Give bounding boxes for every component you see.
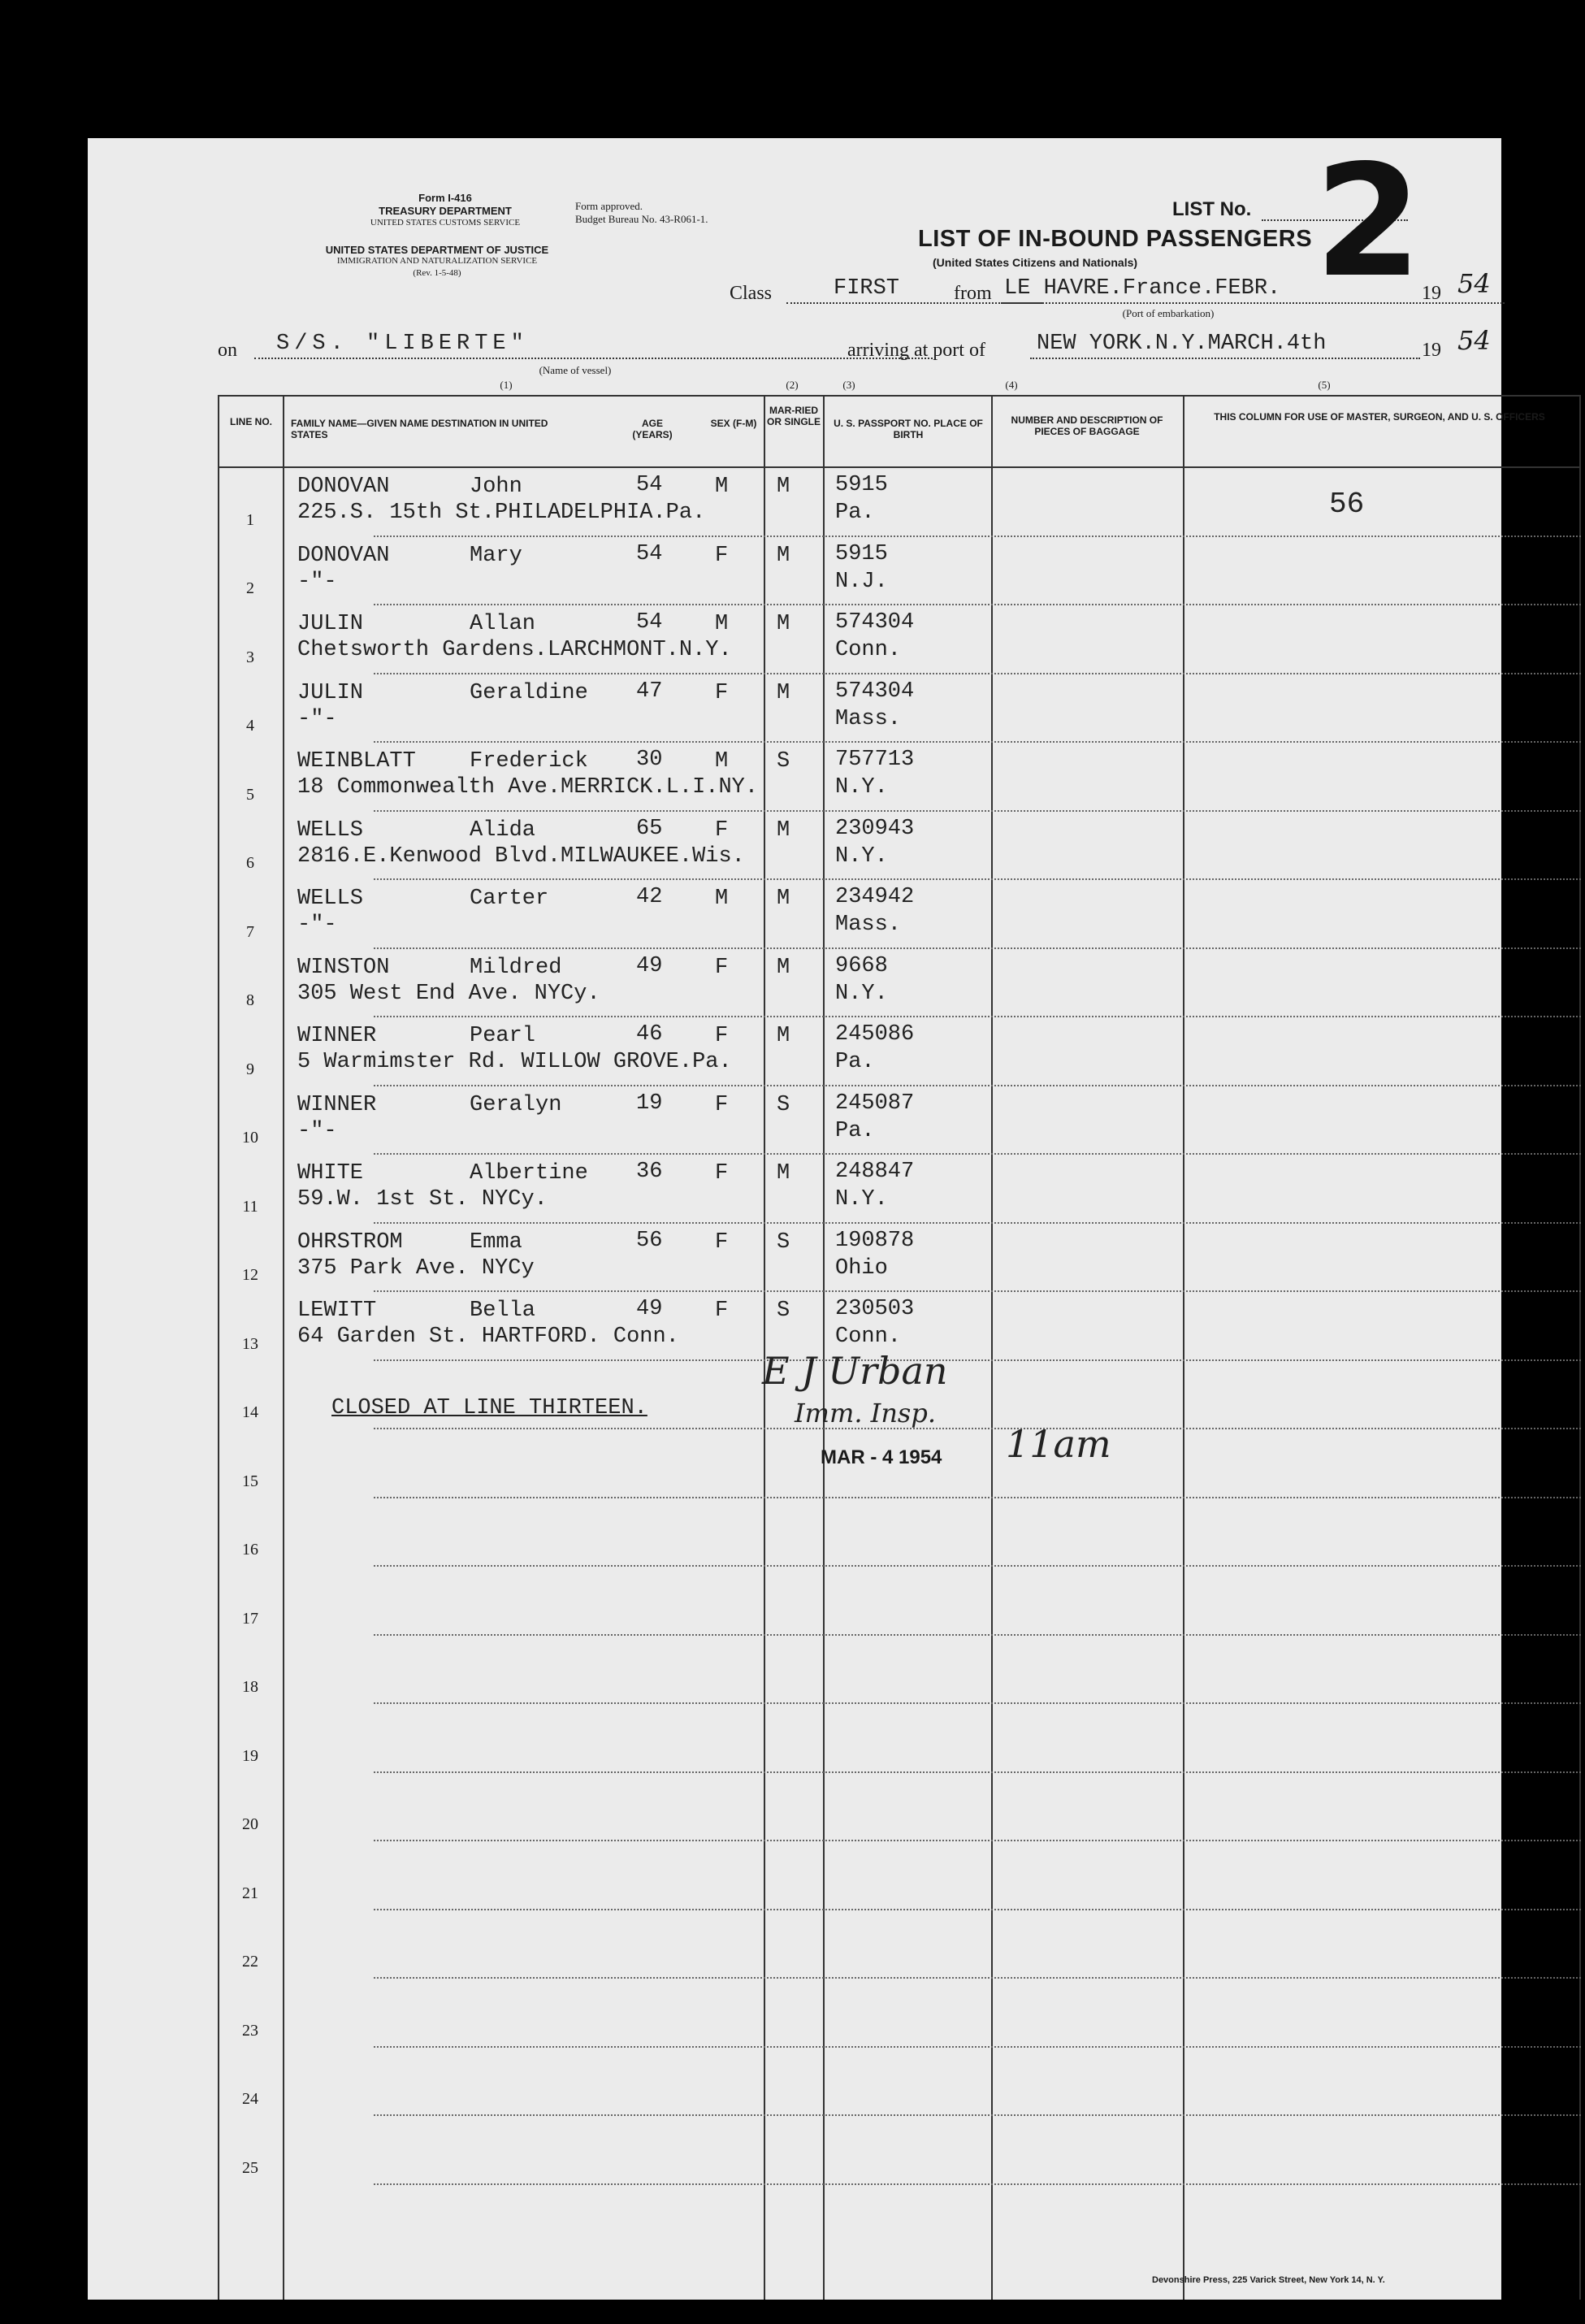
- line-number: 3: [246, 648, 254, 666]
- passport-number: 248847: [835, 1160, 915, 1184]
- vessel-caption: (Name of vessel): [539, 364, 612, 376]
- date-stamp: MAR - 4 1954: [821, 1446, 942, 1468]
- line-number: 2: [246, 579, 254, 597]
- given-name: Pearl: [470, 1024, 536, 1048]
- year-1: 54: [1457, 268, 1491, 299]
- line-number: 21: [242, 1884, 258, 1902]
- family-name: WINNER: [297, 1024, 377, 1048]
- form-title: LIST OF IN-BOUND PASSENGERS: [918, 226, 1313, 252]
- line-number: 14: [242, 1403, 258, 1421]
- row-rule: [374, 535, 1581, 537]
- destination: 64 Garden St. HARTFORD. Conn.: [297, 1325, 679, 1349]
- given-name: Geralyn: [470, 1092, 562, 1117]
- family-name: LEWITT: [297, 1299, 377, 1323]
- sex: F: [715, 543, 729, 568]
- row-rule: [374, 2114, 1581, 2116]
- list-number: 2: [1314, 132, 1423, 311]
- line-number: 15: [242, 1472, 258, 1490]
- age: 30: [636, 748, 663, 772]
- row-rule: [374, 2046, 1581, 2048]
- vessel-line: [254, 358, 933, 359]
- passport-number: 230943: [835, 816, 915, 841]
- destination: -"-: [297, 1118, 337, 1143]
- passport-number: 574304: [835, 610, 915, 635]
- header-line-no: LINE NO.: [229, 416, 272, 427]
- line-number: 1: [246, 510, 254, 529]
- age: 65: [636, 816, 663, 841]
- sex: M: [715, 887, 729, 911]
- printer-credit: Devonshire Press, 225 Varick Street, New York 14, N. Y.: [1152, 2275, 1385, 2285]
- given-name: Geraldine: [470, 680, 588, 705]
- manifest-page: [88, 132, 1545, 2300]
- list-no-label: LIST No.: [1172, 198, 1252, 220]
- age: 54: [636, 610, 663, 635]
- sex: F: [715, 1161, 729, 1186]
- passport-number: 245087: [835, 1090, 915, 1116]
- marital-status: M: [777, 1024, 790, 1048]
- row-rule: [374, 1153, 1581, 1155]
- destination: -"-: [297, 706, 337, 731]
- marital-status: M: [777, 1161, 790, 1186]
- col-divider-age-start: [764, 395, 765, 2300]
- row-rule: [374, 1634, 1581, 1636]
- time-note: 11am: [1006, 1422, 1111, 1466]
- line-number: 12: [242, 1266, 258, 1284]
- sex: F: [715, 680, 729, 705]
- port-of-embarkation: LE HAVRE.France.FEBR.: [1004, 276, 1281, 301]
- marital-status: M: [777, 680, 790, 705]
- family-name: OHRSTROM: [297, 1229, 403, 1255]
- col-num-1: (1): [500, 379, 513, 391]
- age: 42: [636, 885, 663, 909]
- line-number: 8: [246, 991, 254, 1009]
- table-right-border: [1579, 395, 1581, 2300]
- line-number: 5: [246, 785, 254, 804]
- destination: -"-: [297, 913, 337, 937]
- destination: 2816.E.Kenwood Blvd.MILWAUKEE.Wis.: [297, 843, 745, 869]
- line-number: 18: [242, 1678, 258, 1696]
- col-num-5: (5): [1318, 379, 1331, 391]
- sex: F: [715, 1299, 729, 1323]
- class-label: Class: [730, 283, 773, 304]
- sex: M: [715, 749, 729, 774]
- family-name: WELLS: [297, 817, 364, 843]
- destination: 305 West End Ave. NYCy.: [297, 981, 600, 1006]
- sex: M: [715, 612, 729, 636]
- passport-number: 234942: [835, 885, 915, 909]
- destination: 225.S. 15th St.PHILADELPHIA.Pa.: [297, 501, 706, 525]
- family-name: WHITE: [297, 1161, 364, 1186]
- passport-number: 245086: [835, 1022, 915, 1047]
- place-of-birth: Conn.: [835, 1325, 902, 1349]
- destination: 59.W. 1st St. NYCy.: [297, 1187, 548, 1212]
- family-name: WINNER: [297, 1092, 377, 1117]
- line-number: 7: [246, 922, 254, 941]
- col-divider-line: [283, 395, 284, 2300]
- passport-number: 5915: [835, 473, 888, 497]
- line-number: 16: [242, 1541, 258, 1559]
- destination: 18 Commonwealth Ave.MERRICK.L.I.NY.: [297, 775, 759, 800]
- destination: 375 Park Ave. NYCy: [297, 1255, 535, 1281]
- col-num-4: (4): [1005, 379, 1018, 391]
- row-rule: [374, 878, 1581, 880]
- place-of-birth: N.J.: [835, 569, 888, 594]
- row-rule: [374, 1771, 1581, 1773]
- arrival-line: [1030, 358, 1420, 359]
- line-number: 23: [242, 2021, 258, 2040]
- place-of-birth: Conn.: [835, 638, 902, 662]
- col-num-3: (3): [842, 379, 855, 391]
- destination: 5 Warmimster Rd. WILLOW GROVE.Pa.: [297, 1050, 732, 1074]
- year-prefix-2: 19: [1422, 340, 1441, 361]
- place-of-birth: Mass.: [835, 706, 902, 731]
- marital-status: M: [777, 955, 790, 980]
- marital-status: S: [777, 1299, 790, 1323]
- row-rule: [374, 673, 1581, 674]
- header-married: MAR-RIED OR SINGLE: [767, 405, 821, 427]
- row-rule: [374, 947, 1581, 949]
- place-of-birth: Pa.: [835, 1050, 875, 1074]
- line-number: 25: [242, 2158, 258, 2177]
- class-value: FIRST: [834, 276, 900, 301]
- place-of-birth: N.Y.: [835, 775, 888, 800]
- header-sex: SEX (F-M): [710, 418, 757, 429]
- year-2: 54: [1457, 325, 1491, 356]
- age: 54: [636, 473, 663, 497]
- destination: -"-: [297, 569, 337, 594]
- form-subtitle: (United States Citizens and Nationals): [933, 256, 1138, 269]
- place-of-birth: Pa.: [835, 1118, 875, 1143]
- row-rule: [374, 1702, 1581, 1704]
- family-name: JULIN: [297, 680, 364, 705]
- from-label: from: [954, 283, 992, 304]
- place-of-birth: Pa.: [835, 501, 875, 525]
- destination: Chetsworth Gardens.LARCHMONT.N.Y.: [297, 638, 732, 662]
- sex: M: [715, 475, 729, 499]
- row-rule: [374, 1085, 1581, 1086]
- sex: F: [715, 1024, 729, 1048]
- age: 49: [636, 1297, 663, 1321]
- col-divider-status-end: [823, 395, 825, 2300]
- given-name: Albertine: [470, 1161, 588, 1186]
- sex: F: [715, 955, 729, 980]
- form-number: Form I-416: [418, 192, 472, 204]
- line-number: 19: [242, 1746, 258, 1765]
- line-number: 20: [242, 1815, 258, 1833]
- marital-status: M: [777, 612, 790, 636]
- year-prefix-1: 19: [1422, 283, 1441, 304]
- passport-number: 190878: [835, 1228, 915, 1253]
- header-name: FAMILY NAME—GIVEN NAME DESTINATION IN UNITED STATES: [291, 418, 548, 440]
- closed-note: CLOSED AT LINE THIRTEEN.: [331, 1396, 647, 1420]
- form-approved: Form approved.: [575, 200, 643, 212]
- given-name: Frederick: [470, 749, 588, 774]
- marital-status: M: [777, 543, 790, 568]
- place-of-birth: N.Y.: [835, 981, 888, 1006]
- family-name: WEINBLATT: [297, 749, 416, 774]
- header-age: AGE (YEARS): [632, 418, 673, 440]
- officer-note: 56: [1329, 488, 1365, 521]
- family-name: DONOVAN: [297, 543, 390, 568]
- row-rule: [374, 1428, 1581, 1429]
- marital-status: M: [777, 475, 790, 499]
- row-rule: [374, 1222, 1581, 1224]
- row-rule: [374, 1565, 1581, 1567]
- dept-treasury: TREASURY DEPARTMENT: [379, 205, 512, 217]
- row-rule: [374, 1977, 1581, 1979]
- family-name: JULIN: [297, 612, 364, 636]
- arrival-port: NEW YORK.N.Y.MARCH.4th: [1037, 332, 1327, 356]
- on-label: on: [218, 340, 237, 361]
- line-number: 6: [246, 854, 254, 872]
- row-rule: [374, 1497, 1581, 1498]
- row-rule: [374, 1909, 1581, 1910]
- marital-status: S: [777, 1229, 790, 1255]
- header-officers: THIS COLUMN FOR USE OF MASTER, SURGEON, AND U. S. OFFICERS: [1214, 411, 1545, 423]
- row-rule: [374, 1016, 1581, 1017]
- family-name: WELLS: [297, 887, 364, 911]
- age: 47: [636, 679, 663, 704]
- vessel-name: S/S. "LIBERTE": [276, 332, 529, 356]
- header-baggage: NUMBER AND DESCRIPTION OF PIECES OF BAGGAGE: [1011, 414, 1163, 437]
- given-name: Emma: [470, 1229, 522, 1255]
- passport-number: 5915: [835, 541, 888, 566]
- passport-number: 574304: [835, 679, 915, 704]
- sex: F: [715, 1229, 729, 1255]
- line-number: 10: [242, 1129, 258, 1147]
- place-of-birth: Ohio: [835, 1255, 888, 1281]
- age: 19: [636, 1090, 663, 1116]
- line-number: 13: [242, 1334, 258, 1353]
- dept-immigration: IMMIGRATION AND NATURALIZATION SERVICE: [336, 256, 538, 266]
- age: 36: [636, 1160, 663, 1184]
- place-of-birth: N.Y.: [835, 843, 888, 869]
- row-rule: [374, 1290, 1581, 1292]
- passport-number: 230503: [835, 1297, 915, 1321]
- family-name: DONOVAN: [297, 475, 390, 499]
- age: 46: [636, 1022, 663, 1047]
- row-rule: [374, 2183, 1581, 2185]
- given-name: John: [470, 475, 522, 499]
- dept-justice: UNITED STATES DEPARTMENT OF JUSTICE: [325, 244, 549, 256]
- row-rule: [374, 1840, 1581, 1841]
- form-revision: (Rev. 1-5-48): [413, 268, 461, 278]
- row-rule: [374, 810, 1581, 812]
- col-divider-baggage-end: [1183, 395, 1184, 2300]
- col-divider-passport-end: [991, 395, 993, 2300]
- sex: F: [715, 817, 729, 843]
- row-rule: [374, 741, 1581, 743]
- given-name: Allan: [470, 612, 536, 636]
- inspector-title: Imm. Insp.: [795, 1398, 936, 1429]
- arriving-label: arriving at port of: [847, 340, 985, 361]
- place-of-birth: Mass.: [835, 913, 902, 937]
- line-number: 9: [246, 1060, 254, 1078]
- given-name: Mary: [470, 543, 522, 568]
- row-rule: [374, 1359, 1581, 1361]
- marital-status: M: [777, 887, 790, 911]
- embark-caption: (Port of embarkation): [1122, 307, 1215, 319]
- marital-status: S: [777, 749, 790, 774]
- col-num-2: (2): [786, 379, 799, 391]
- table-top-border: [218, 395, 1581, 397]
- dept-customs: UNITED STATES CUSTOMS SERVICE: [370, 218, 521, 228]
- table-left-border: [218, 395, 219, 2300]
- given-name: Mildred: [470, 955, 562, 980]
- line-number: 11: [242, 1197, 258, 1216]
- line-number: 17: [242, 1609, 258, 1628]
- line-number: 24: [242, 2090, 258, 2108]
- marital-status: S: [777, 1092, 790, 1117]
- given-name: Carter: [470, 887, 549, 911]
- passport-number: 9668: [835, 953, 888, 978]
- age: 49: [636, 953, 663, 978]
- passport-number: 757713: [835, 748, 915, 772]
- inspector-signature: E J Urban: [762, 1349, 948, 1393]
- header-passport: U. S. PASSPORT NO. PLACE OF BIRTH: [834, 418, 983, 440]
- age: 54: [636, 541, 663, 566]
- budget-bureau: Budget Bureau No. 43-R061-1.: [575, 213, 708, 225]
- line-number: 4: [246, 717, 254, 735]
- marital-status: M: [777, 817, 790, 843]
- place-of-birth: N.Y.: [835, 1187, 888, 1212]
- row-rule: [374, 604, 1581, 605]
- given-name: Bella: [470, 1299, 536, 1323]
- header-bottom-border: [218, 466, 1581, 468]
- sex: F: [715, 1092, 729, 1117]
- age: 56: [636, 1228, 663, 1253]
- given-name: Alida: [470, 817, 536, 843]
- line-number: 22: [242, 1953, 258, 1971]
- family-name: WINSTON: [297, 955, 390, 980]
